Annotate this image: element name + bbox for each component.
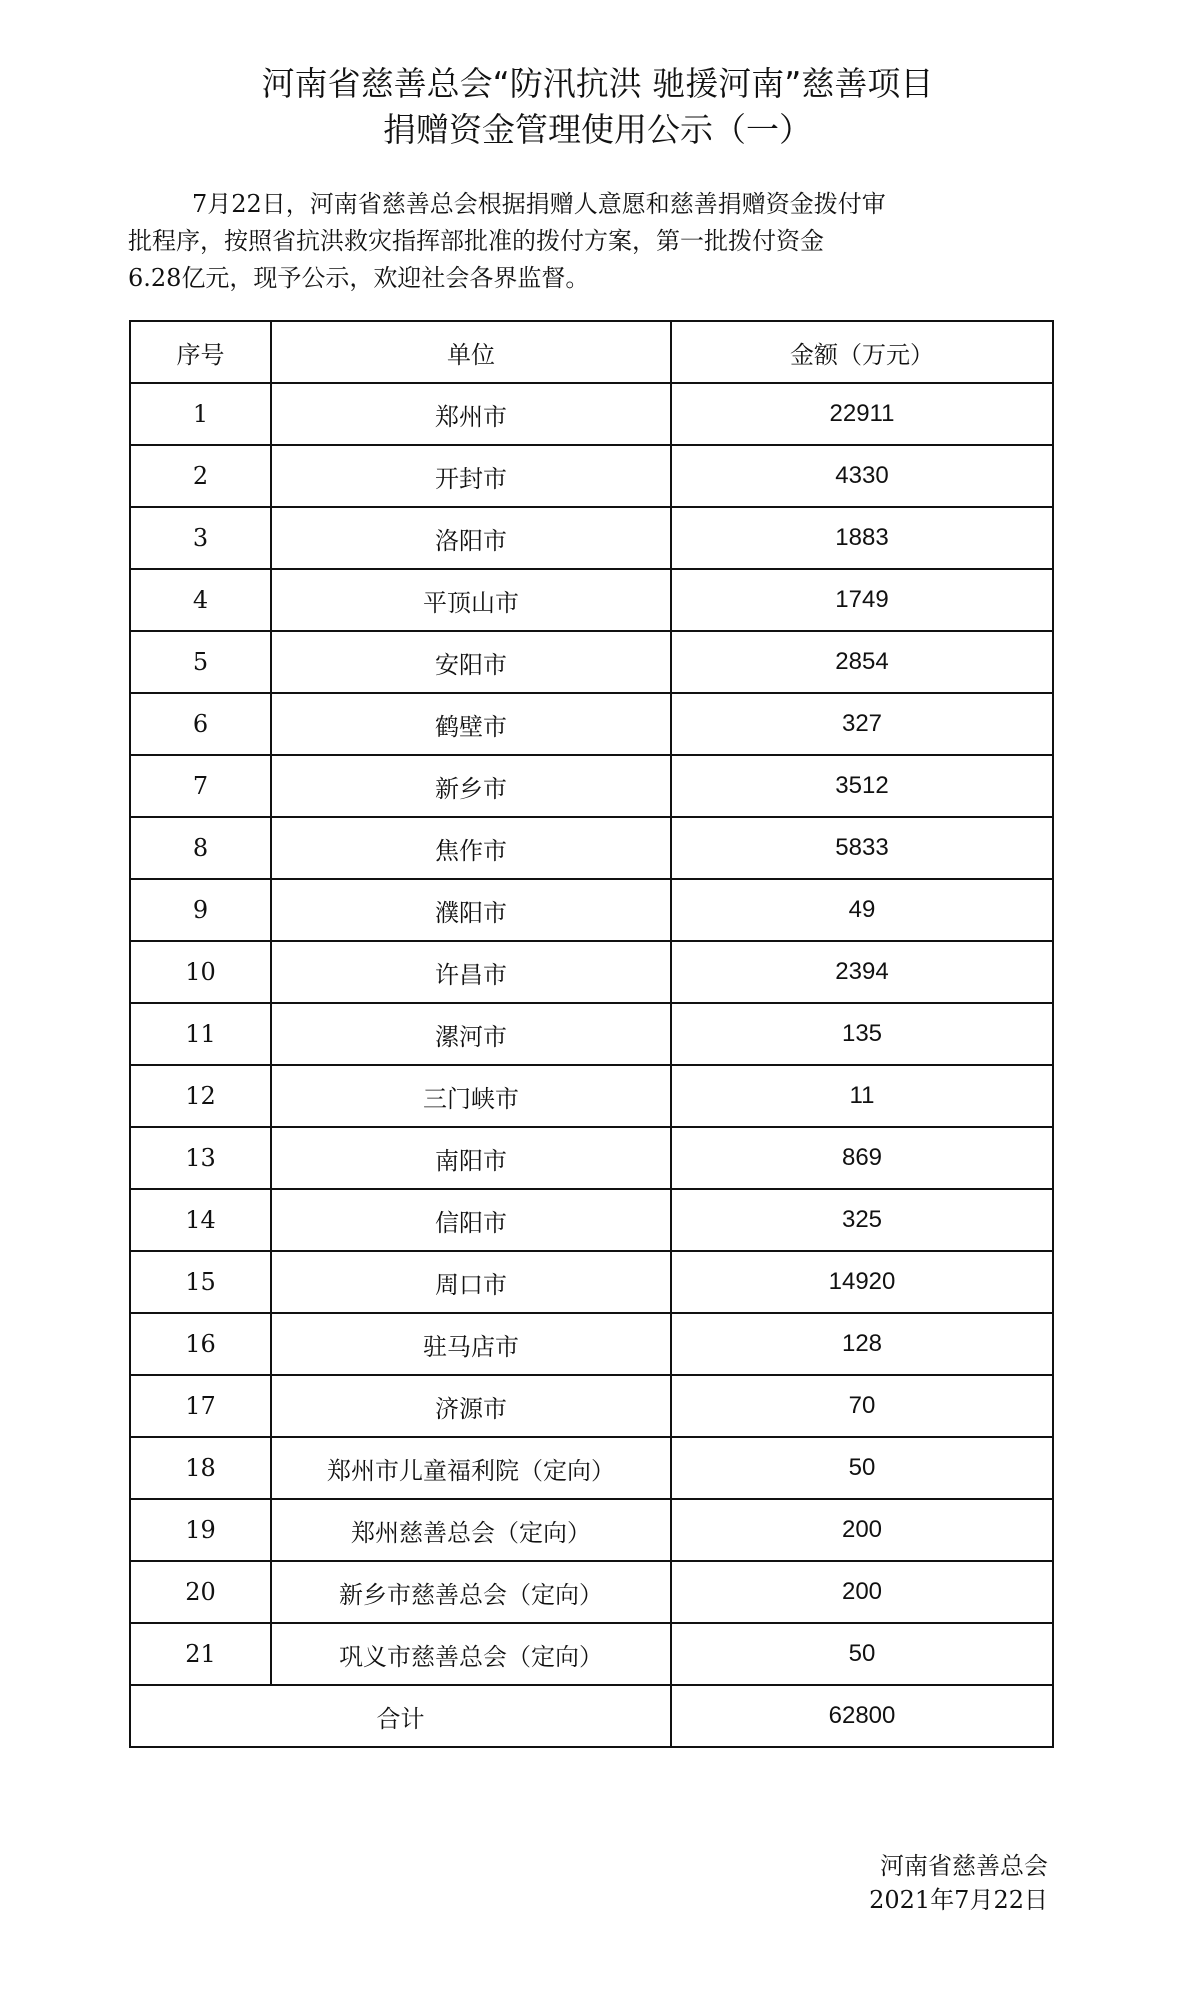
row-amount: 49 xyxy=(671,879,1053,941)
intro-line-3: 6.28亿元，现予公示，欢迎社会各界监督。 xyxy=(128,264,590,292)
table-row xyxy=(130,1251,1053,1313)
row-amount: 135 xyxy=(671,1003,1053,1065)
table-row xyxy=(130,569,1053,631)
row-amount: 11 xyxy=(671,1065,1053,1127)
document-title-line2: 捐赠资金管理使用公示（一） xyxy=(383,110,812,149)
row-index: 3 xyxy=(130,507,271,569)
row-unit: 洛阳市 xyxy=(271,507,671,569)
row-index: 11 xyxy=(130,1003,271,1065)
intro-line-2: 批程序，按照省抗洪救灾指挥部批准的拨付方案，第一批拨付资金 xyxy=(128,227,824,255)
header-unit: 单位 xyxy=(271,321,671,383)
row-index: 6 xyxy=(130,693,271,755)
row-unit: 新乡市 xyxy=(271,755,671,817)
table-header-row xyxy=(130,321,1053,383)
row-unit: 济源市 xyxy=(271,1375,671,1437)
row-unit: 巩义市慈善总会（定向） xyxy=(271,1623,671,1685)
row-index: 17 xyxy=(130,1375,271,1437)
row-index: 19 xyxy=(130,1499,271,1561)
row-index: 2 xyxy=(130,445,271,507)
row-amount: 869 xyxy=(671,1127,1053,1189)
row-amount: 70 xyxy=(671,1375,1053,1437)
row-unit: 周口市 xyxy=(271,1251,671,1313)
row-unit: 郑州市 xyxy=(271,383,671,445)
row-index: 1 xyxy=(130,383,271,445)
row-index: 5 xyxy=(130,631,271,693)
row-unit: 郑州市儿童福利院（定向） xyxy=(271,1437,671,1499)
row-amount: 1883 xyxy=(671,507,1053,569)
table-row xyxy=(130,879,1053,941)
table-row xyxy=(130,445,1053,507)
row-unit: 平顶山市 xyxy=(271,569,671,631)
row-index: 21 xyxy=(130,1623,271,1685)
row-amount: 2854 xyxy=(671,631,1053,693)
row-index: 15 xyxy=(130,1251,271,1313)
table-row xyxy=(130,693,1053,755)
total-row xyxy=(130,1685,1053,1747)
table-row xyxy=(130,1313,1053,1375)
row-unit: 濮阳市 xyxy=(271,879,671,941)
table-body xyxy=(130,383,1053,1685)
row-unit: 开封市 xyxy=(271,445,671,507)
row-unit: 驻马店市 xyxy=(271,1313,671,1375)
row-index: 9 xyxy=(130,879,271,941)
header-index: 序号 xyxy=(130,321,271,383)
total-amount: 62800 xyxy=(671,1685,1053,1747)
total-label: 合计 xyxy=(130,1685,671,1747)
row-amount: 4330 xyxy=(671,445,1053,507)
allocation-table xyxy=(129,320,1054,1748)
row-index: 14 xyxy=(130,1189,271,1251)
table-row xyxy=(130,383,1053,445)
row-unit: 新乡市慈善总会（定向） xyxy=(271,1561,671,1623)
signature-date: 2021年7月22日 xyxy=(869,1886,1048,1914)
row-unit: 信阳市 xyxy=(271,1189,671,1251)
row-amount: 50 xyxy=(671,1437,1053,1499)
table-row xyxy=(130,1003,1053,1065)
row-index: 10 xyxy=(130,941,271,1003)
header-amount: 金额（万元） xyxy=(671,321,1053,383)
table-row xyxy=(130,1561,1053,1623)
row-unit: 许昌市 xyxy=(271,941,671,1003)
table-row xyxy=(130,1189,1053,1251)
table-row xyxy=(130,1065,1053,1127)
table-row xyxy=(130,1127,1053,1189)
table-row xyxy=(130,1375,1053,1437)
row-amount: 327 xyxy=(671,693,1053,755)
row-amount: 1749 xyxy=(671,569,1053,631)
row-amount: 200 xyxy=(671,1561,1053,1623)
row-amount: 3512 xyxy=(671,755,1053,817)
row-unit: 焦作市 xyxy=(271,817,671,879)
intro-paragraph xyxy=(128,186,1078,297)
row-amount: 2394 xyxy=(671,941,1053,1003)
row-unit: 安阳市 xyxy=(271,631,671,693)
row-index: 18 xyxy=(130,1437,271,1499)
row-unit: 三门峡市 xyxy=(271,1065,671,1127)
table-row xyxy=(130,1499,1053,1561)
row-amount: 200 xyxy=(671,1499,1053,1561)
table-row xyxy=(130,817,1053,879)
signature-org: 河南省慈善总会 xyxy=(880,1852,1048,1880)
row-index: 16 xyxy=(130,1313,271,1375)
row-unit: 鹤壁市 xyxy=(271,693,671,755)
table-row xyxy=(130,941,1053,1003)
table-row xyxy=(130,507,1053,569)
row-amount: 325 xyxy=(671,1189,1053,1251)
table-row xyxy=(130,631,1053,693)
table-row xyxy=(130,1623,1053,1685)
row-index: 12 xyxy=(130,1065,271,1127)
intro-line-1: 7月22日，河南省慈善总会根据捐赠人意愿和慈善捐赠资金拨付审 xyxy=(192,190,886,218)
row-unit: 郑州慈善总会（定向） xyxy=(271,1499,671,1561)
row-index: 8 xyxy=(130,817,271,879)
row-index: 7 xyxy=(130,755,271,817)
table-row xyxy=(130,755,1053,817)
row-amount: 128 xyxy=(671,1313,1053,1375)
row-index: 20 xyxy=(130,1561,271,1623)
row-amount: 50 xyxy=(671,1623,1053,1685)
row-unit: 漯河市 xyxy=(271,1003,671,1065)
row-index: 4 xyxy=(130,569,271,631)
row-amount: 14920 xyxy=(671,1251,1053,1313)
row-amount: 22911 xyxy=(671,383,1053,445)
table-row xyxy=(130,1437,1053,1499)
row-amount: 5833 xyxy=(671,817,1053,879)
row-unit: 南阳市 xyxy=(271,1127,671,1189)
row-index: 13 xyxy=(130,1127,271,1189)
document-title-line1: 河南省慈善总会“防汛抗洪 驰援河南”慈善项目 xyxy=(261,64,934,103)
